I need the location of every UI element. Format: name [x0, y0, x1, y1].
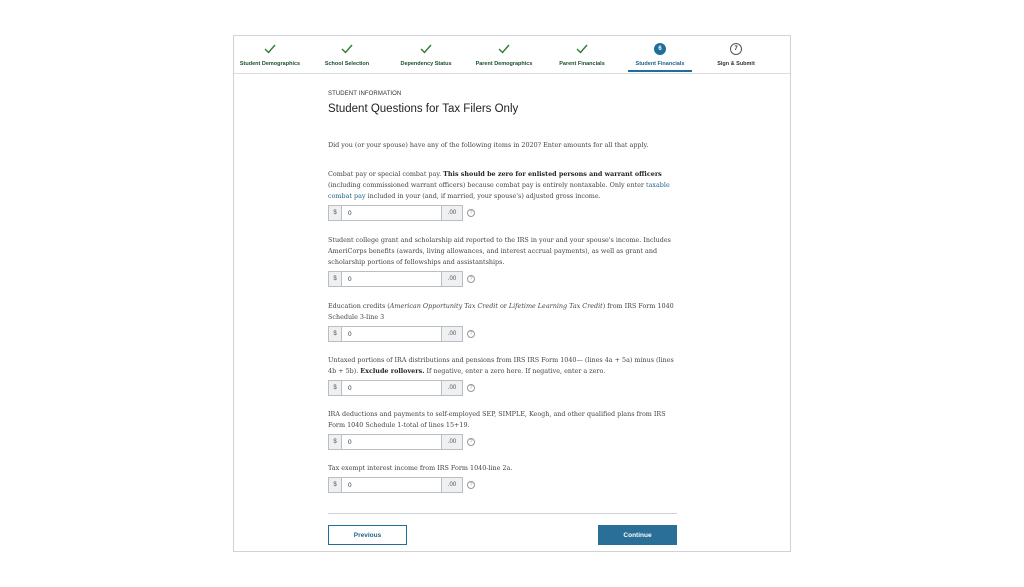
step-label: Sign & Submit — [717, 61, 755, 67]
question-ira-distributions — [328, 355, 678, 396]
help-icon[interactable]: ? — [467, 481, 475, 489]
question-ira-deductions — [328, 409, 678, 450]
help-icon[interactable]: ? — [467, 209, 475, 217]
grant-scholarship-input[interactable] — [341, 271, 442, 287]
question-combat-pay — [328, 169, 678, 221]
cents-suffix: .00 — [441, 205, 463, 221]
check-icon — [340, 42, 354, 56]
check-icon — [497, 42, 511, 56]
footer-divider — [328, 513, 677, 514]
cents-suffix: .00 — [441, 271, 463, 287]
combat-pay-input[interactable] — [341, 205, 442, 221]
question-education-credits — [328, 301, 678, 342]
step-number-badge — [653, 42, 667, 56]
cents-suffix: .00 — [441, 380, 463, 396]
amount-field — [328, 271, 678, 287]
question-grant-scholarship — [328, 235, 678, 287]
step-label: Student Demographics — [239, 61, 301, 67]
question-text: IRA deductions and payments to self-employed SEP, SIMPLE, Keogh, and other qualified plans from IRS Form 1040 Schedule 1-total of lines 15+19. — [328, 410, 666, 429]
step-label: Student Financials — [635, 61, 685, 67]
intro-text: Did you (or your spouse) have any of the following items in 2020? Enter amounts for all that apply. — [328, 141, 649, 149]
cents-suffix: .00 — [441, 326, 463, 342]
step-label: Parent Financials — [559, 61, 605, 67]
step-sign-submit[interactable] — [700, 36, 772, 73]
question-text: Combat pay or special combat pay. This should be zero for enlisted persons and warrant officers (including commissioned warrant officers) because combat pay is entirely nontaxable. Only enter taxable combat pay included in your (and, if married, your spouse's) adjusted gross income. — [328, 170, 670, 200]
step-label: Parent Demographics — [475, 61, 533, 67]
ira-distributions-input[interactable] — [341, 380, 442, 396]
check-icon — [263, 42, 277, 56]
check-icon — [419, 42, 433, 56]
help-icon[interactable]: ? — [467, 275, 475, 283]
step-label: Dependency Status — [400, 61, 452, 67]
question-emphasis: This should be zero for enlisted persons and warrant officers — [443, 170, 662, 178]
previous-button[interactable]: Previous — [328, 525, 407, 545]
question-emphasis: Exclude rollovers. — [360, 367, 425, 375]
currency-prefix: $ — [328, 380, 342, 396]
taxable-combat-pay-link[interactable]: taxable combat pay — [328, 181, 670, 200]
amount-field — [328, 477, 678, 493]
help-icon[interactable]: ? — [467, 438, 475, 446]
question-text: Untaxed portions of IRA distributions and pensions from IRS IRS Form 1040— (lines 4a + 5a) minus (lines 4b + 5b). Exclude rollovers. If negative, enter a zero here. If negative, enter a zero. — [328, 356, 674, 375]
form-card — [233, 35, 791, 552]
amount-field — [328, 205, 678, 221]
currency-prefix: $ — [328, 205, 342, 221]
step-number-badge — [729, 42, 743, 56]
help-icon[interactable]: ? — [467, 330, 475, 338]
section-label: STUDENT INFORMATION — [328, 91, 402, 97]
ira-deductions-input[interactable] — [341, 434, 442, 450]
step-dependency-status[interactable] — [390, 36, 462, 73]
help-icon[interactable]: ? — [467, 384, 475, 392]
currency-prefix: $ — [328, 434, 342, 450]
check-icon — [575, 42, 589, 56]
question-text: Student college grant and scholarship aid reported to the IRS in your and your spouse's income. Includes AmeriCorps benefits (awards, living allowances, and interest accrual payments), as well as grant and scholarship portions of fellowships and assistantships. — [328, 236, 671, 266]
step-label: School Selection — [324, 61, 370, 67]
currency-prefix: $ — [328, 326, 342, 342]
amount-field — [328, 380, 678, 396]
form-content — [328, 91, 678, 488]
step-parent-financials[interactable] — [546, 36, 618, 73]
step-school-selection[interactable] — [312, 36, 382, 73]
progress-steps — [234, 36, 790, 74]
step-student-demographics[interactable] — [234, 36, 306, 73]
question-text: Tax exempt interest income from IRS Form 1040-line 2a. — [328, 464, 513, 472]
page-title: Student Questions for Tax Filers Only — [328, 103, 519, 115]
step-number: 6 — [654, 43, 666, 55]
step-number: 7 — [730, 43, 742, 55]
currency-prefix: $ — [328, 477, 342, 493]
amount-field — [328, 326, 678, 342]
currency-prefix: $ — [328, 271, 342, 287]
current-step-indicator — [628, 70, 692, 72]
question-text: Education credits (American Opportunity Tax Credit or Lifetime Learning Tax Credit) from IRS Form 1040 Schedule 3-line 3 — [328, 302, 674, 321]
continue-button[interactable]: Continue — [598, 525, 677, 545]
tax-exempt-interest-input[interactable] — [341, 477, 442, 493]
amount-field — [328, 434, 678, 450]
question-tax-exempt-interest — [328, 463, 678, 493]
education-credits-input[interactable] — [341, 326, 442, 342]
step-student-financials[interactable] — [622, 36, 698, 73]
step-parent-demographics[interactable] — [468, 36, 540, 73]
cents-suffix: .00 — [441, 477, 463, 493]
cents-suffix: .00 — [441, 434, 463, 450]
